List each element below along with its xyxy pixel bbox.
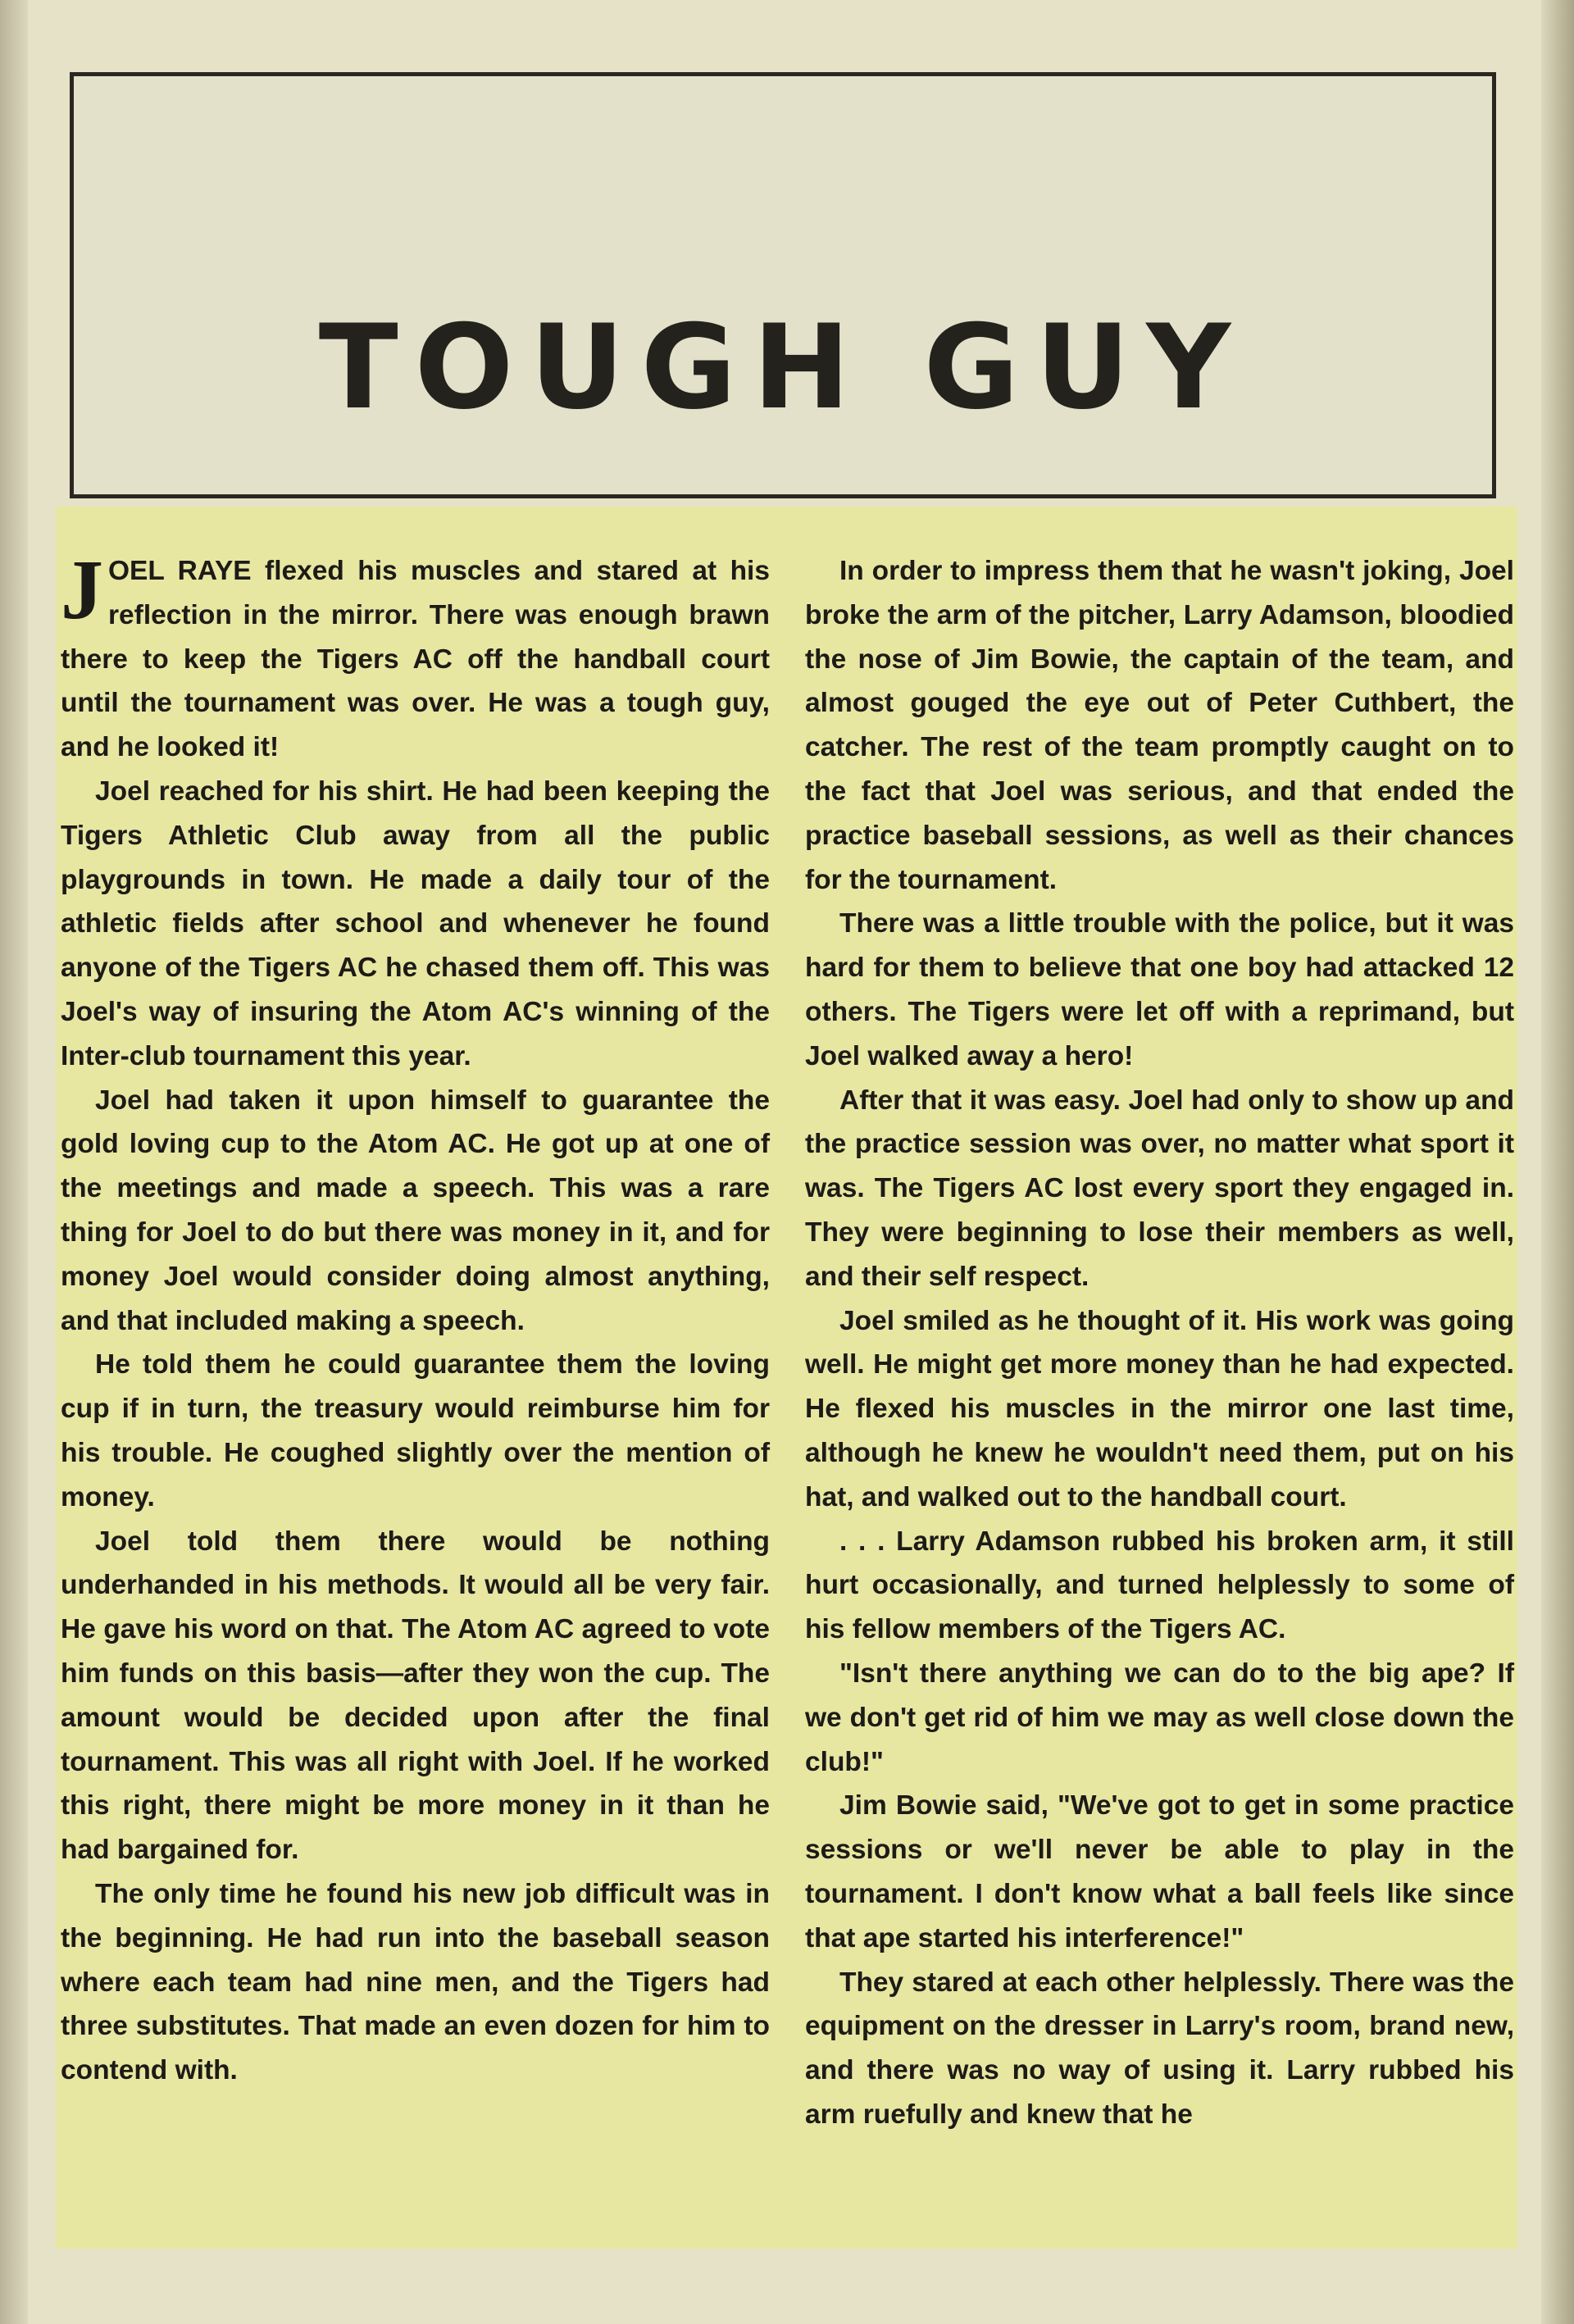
paragraph: In order to impress them that he wasn't joking, Joel broke the arm of the pitcher, Larry Adamson, bloodied the nose of Jim Bowie, the captain of the team, and almost gouged the eye out of Peter Cuthbert, the catcher. The rest of the team promptly caught on to the fact that Joel was serious, and that ended the practice baseball sessions, as well as their chances for the tournament.	[805, 556, 1514, 895]
paragraph: Jim Bowie said, "We've got to get in some practice sessions or we'll never be able to play in the tournament. I don't know what a ball feels like since that ape started his interference!"	[805, 1790, 1514, 1953]
paragraph: Joel told them there would be nothing underhanded in his methods. It would all be very fair. He gave his word on that. The Atom AC agreed to vote him funds on this basis—after they won the cup. The amount would be decided upon after the final tournament. This was all right with Joel. If he worked this right, there might be more money in it than he had bargained for.	[61, 1526, 770, 1866]
right-column	[805, 549, 1514, 2137]
paragraph-text: OEL RAYE flexed his muscles and stared at his reflection in the mirror. There was enough brawn there to keep the Tigers AC off the handball court until the tournament was over. He was a tough guy, and he looked it!	[61, 556, 770, 763]
paragraph: Joel smiled as he thought of it. His work was going well. He might get more money than he had expected. He flexed his muscles in the mirror one last time, although he knew he wouldn't need them, put on his hat, and walked out to the handball court.	[805, 1305, 1514, 1512]
paragraph: They stared at each other helplessly. There was the equipment on the dresser in Larry's room, brand new, and there was no way of using it. Larry rubbed his arm ruefully and knew that he	[805, 1967, 1514, 2130]
paragraph: "Isn't there anything we can do to the big ape? If we don't get rid of him we may as well close down the club!"	[805, 1658, 1514, 1777]
paragraph: He told them he could guarantee them the loving cup if in turn, the treasury would reimburse him for his trouble. He coughed slightly over the mention of money.	[61, 1349, 770, 1512]
story-title: TOUGH GUY	[318, 300, 1248, 435]
paragraph	[61, 543, 770, 770]
paragraph: . . . Larry Adamson rubbed his broken arm, it still hurt occasionally, and turned helplessly to some of his fellow members of the Tigers AC.	[805, 1526, 1514, 1645]
title-box	[70, 72, 1496, 498]
page-edge-right	[1541, 0, 1574, 2324]
paragraph: After that it was easy. Joel had only to show up and the practice session was over, no matter what sport it was. The Tigers AC lost every sport they engaged in. They were beginning to lose their members as well, and their self respect.	[805, 1085, 1514, 1292]
paragraph: Joel had taken it upon himself to guarantee the gold loving cup to the Atom AC. He got up at one of the meetings and made a speech. This was a rare thing for Joel to do but there was money in it, and for money Joel would consider doing almost anything, and that included making a speech.	[61, 1085, 770, 1336]
story-text-panel	[56, 507, 1517, 2249]
paragraph: The only time he found his new job difficult was in the beginning. He had run into the baseball season where each team had nine men, and the Tigers had three substitutes. That made an even dozen for him to contend with.	[61, 1878, 770, 2086]
paragraph: Joel reached for his shirt. He had been keeping the Tigers Athletic Club away from all the public playgrounds in town. He made a daily tour of the athletic fields after school and whenever he found anyone of the Tigers AC he chased them off. This was Joel's way of insuring the Atom AC's winning of the Inter-club tournament this year.	[61, 775, 770, 1071]
page-edge-left	[0, 0, 28, 2324]
drop-cap: J	[61, 543, 103, 637]
paragraph: There was a little trouble with the police, but it was hard for them to believe that one boy had attacked 12 others. The Tigers were let off with a reprimand, but Joel walked away a hero!	[805, 908, 1514, 1071]
left-column	[61, 543, 770, 2093]
